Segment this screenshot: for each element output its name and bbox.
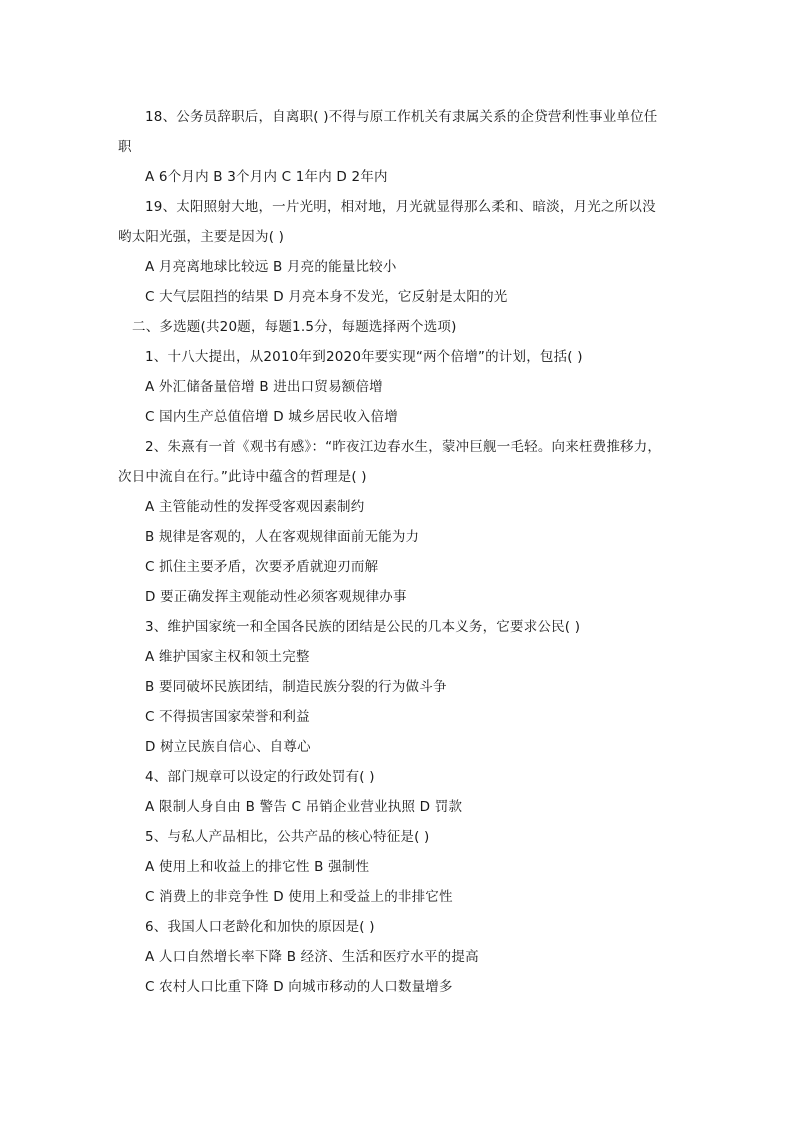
mc-question-5-stem: 5、与私人产品相比，公共产品的核心特征是( ) <box>145 829 430 845</box>
mc-question-2-option-b: B 规律是客观的，人在客观规律面前无能为力 <box>145 529 420 545</box>
mc-question-1-options-ab: A 外汇储备量倍增 B 进出口贸易额倍增 <box>145 379 383 395</box>
mc-question-3-option-a: A 维护国家主权和领土完整 <box>145 649 310 665</box>
mc-question-3-option-d: D 树立民族自信心、自尊心 <box>145 739 311 755</box>
mc-question-1-options-cd: C 国内生产总值倍增 D 城乡居民收入倍增 <box>145 409 398 425</box>
question-19-stem: 19、太阳照射大地，一片光明，相对地，月光就显得那么柔和、暗淡，月光之所以没 <box>145 199 656 215</box>
question-19-options-cd: C 大气层阻挡的结果 D 月亮本身不发光，它反射是太阳的光 <box>145 289 508 305</box>
section-heading-multiple-choice: 二、多选题(共20题，每题1.5分，每题选择两个选项) <box>132 319 457 335</box>
mc-question-4-options: A 限制人身自由 B 警告 C 吊销企业营业执照 D 罚款 <box>145 799 463 815</box>
question-18-options: A 6个月内 B 3个月内 C 1年内 D 2年内 <box>145 169 388 185</box>
question-18-stem: 18、公务员辞职后，自离职( )不得与原工作机关有隶属关系的企贷营利性事业单位任 <box>145 109 658 125</box>
mc-question-6-options-cd: C 农村人口比重下降 D 向城市移动的人口数量增多 <box>145 979 453 995</box>
mc-question-6-stem: 6、我国人口老龄化和加快的原因是( ) <box>145 919 375 935</box>
mc-question-2-option-a: A 主管能动性的发挥受客观因素制约 <box>145 499 365 515</box>
mc-question-2-option-d: D 要正确发挥主观能动性必须客观规律办事 <box>145 589 407 605</box>
mc-question-3-option-b: B 要同破坏民族团结，制造民族分裂的行为做斗争 <box>145 679 447 695</box>
question-19-options-ab: A 月亮离地球比较远 B 月亮的能量比较小 <box>145 259 397 275</box>
mc-question-1-stem: 1、十八大提出，从2010年到2020年要实现“两个倍增”的计划，包括( ) <box>145 349 583 365</box>
question-18-stem-cont: 职 <box>118 139 132 155</box>
mc-question-3-stem: 3、维护国家统一和全国各民族的团结是公民的几本义务，它要求公民( ) <box>145 619 581 635</box>
mc-question-2-option-c: C 抓住主要矛盾，次要矛盾就迎刃而解 <box>145 559 379 575</box>
mc-question-2-stem-cont: 次日中流自在行。”此诗中蕴含的哲理是( ) <box>118 469 367 485</box>
mc-question-4-stem: 4、部门规章可以设定的行政处罚有( ) <box>145 769 375 785</box>
mc-question-3-option-c: C 不得损害国家荣誉和利益 <box>145 709 310 725</box>
mc-question-2-stem: 2、朱熹有一首《观书有感》：“昨夜江边春水生，蒙冲巨舰一毛轻。向来枉费推移力， <box>145 439 662 455</box>
mc-question-6-options-ab: A 人口自然增长率下降 B 经济、生活和医疗水平的提高 <box>145 949 479 965</box>
mc-question-5-options-cd: C 消费上的非竞争性 D 使用上和受益上的非排它性 <box>145 889 453 905</box>
question-19-stem-cont: 哟太阳光强，主要是因为( ) <box>118 229 285 245</box>
mc-question-5-options-ab: A 使用上和收益上的排它性 B 强制性 <box>145 859 370 875</box>
